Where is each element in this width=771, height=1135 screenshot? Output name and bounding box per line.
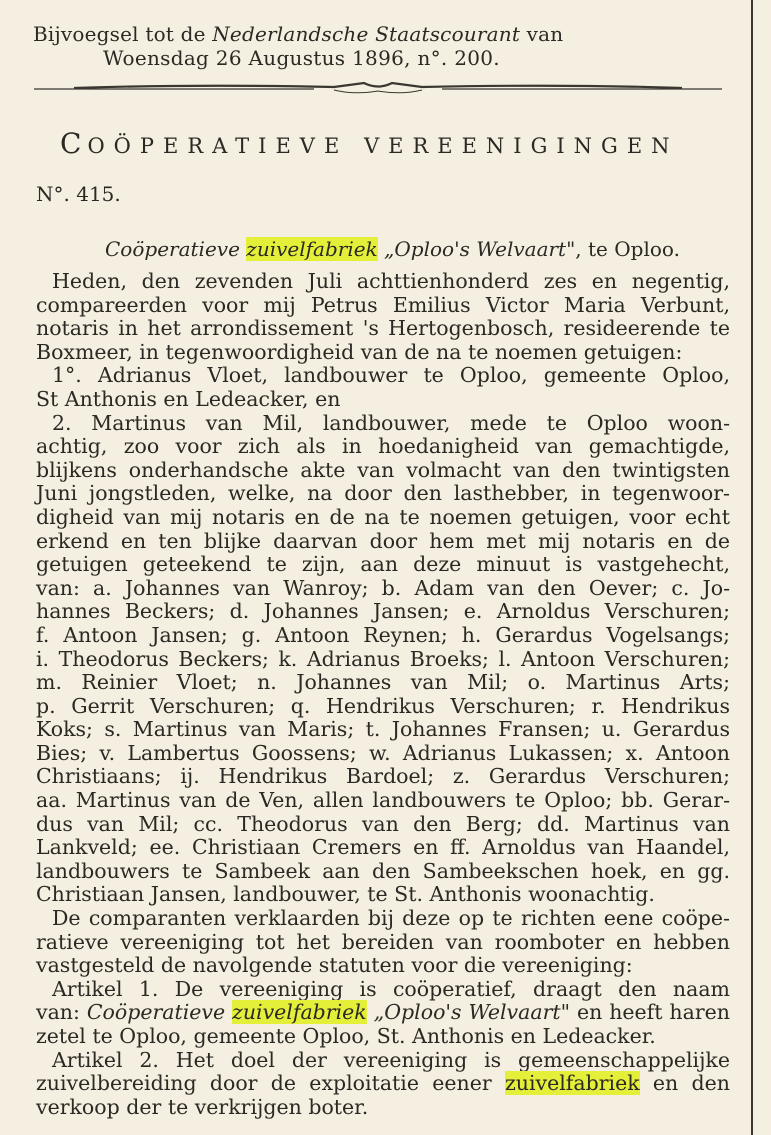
text: van: [36, 1000, 87, 1025]
body-line: notaris in het arrondissement 's Hertogenbosch, resideerende te [36, 316, 730, 341]
issue-date: Woensdag 26 Augustus 1896, n°. 200. [103, 46, 500, 70]
body-line: 2. Martinus van Mil, landbouwer, mede te Oploo woon- [52, 410, 730, 435]
body-line: i. Theodorus Beckers; k. Adrianus Broeks; l. Antoon Verschuren; [36, 646, 730, 671]
column-rule [751, 0, 753, 1135]
body-line: compareerden voor mij Petrus Emilius Victor Maria Verbunt, [36, 292, 730, 317]
art2-line: Artikel 2. Het doel der vereeniging is gemeenschappelijke [52, 1047, 730, 1072]
body-line: ratieve vereeniging tot het bereiden van roomboter en hebben [36, 929, 730, 954]
body-line: vastgesteld de navolgende statuten voor die vereeniging: [36, 953, 633, 978]
search-highlight: zuivelfabriek [246, 237, 378, 261]
body-line: erkend en ten blijke daarvan door hem met mij notaris en de [36, 528, 730, 553]
entry-number: N°. 415. [36, 182, 121, 206]
body-line: Juni jongstleden, welke, na door den lasthebber, in tegenwoor- [36, 481, 730, 506]
body-line: dus van Mil; cc. Theodorus van den Berg; dd. Martinus van [36, 811, 730, 836]
search-highlight: zuivelfabriek [232, 1000, 367, 1025]
body-line: digheid van mij notaris en de na te noemen getuigen, voor echt [36, 504, 730, 529]
header-text: Bijvoegsel tot de [33, 22, 213, 46]
body-line: Christiaan Jansen, landbouwer, te St. Anthonis woonachtig. [36, 882, 655, 907]
title-place: , te Oploo. [575, 237, 680, 261]
body-line: Bies; v. Lambertus Goossens; w. Adrianus Lukassen; x. Antoon [36, 740, 730, 765]
article-title [105, 237, 680, 261]
body-line: Boxmeer, in tegenwoordigheid van de na te noemen getuigen: [36, 339, 683, 364]
art2-line: verkoop der te verkrijgen boter. [36, 1094, 369, 1119]
body-line: hannes Beckers; d. Johannes Jansen; e. Arnoldus Verschuren; [36, 599, 730, 624]
body-line: Lankveld; ee. Christiaan Cremers en ff. Arnoldus van Haandel, [36, 835, 730, 860]
art1-line: zetel te Oploo, gemeente Oploo, St. Anthonis en Ledeacker. [36, 1024, 656, 1048]
text: en den [639, 1071, 730, 1096]
title-italic-name: „Oploo's Welvaart" [377, 237, 576, 261]
ornamental-divider [34, 80, 722, 96]
body-line: 1°. Adrianus Vloet, landbouwer te Oploo, gemeente Oploo, [52, 363, 730, 388]
text: zuivelbereiding door de exploitatie eener [36, 1071, 505, 1096]
text-italic: Coöperatieve [86, 1000, 233, 1025]
body-line: blijkens onderhandsche akte van volmacht van den twintigsten [36, 457, 730, 482]
body-line: St Anthonis en Ledeacker, en [36, 386, 341, 411]
body-line: f. Antoon Jansen; g. Antoon Reynen; h. Gerardus Vogelsangs; [36, 622, 730, 647]
art1-line [36, 1001, 730, 1025]
supplement-header [33, 22, 563, 46]
text: en heeft haren [570, 1000, 730, 1025]
body-lines [36, 270, 730, 978]
section-title [60, 127, 679, 160]
article-body [36, 270, 730, 1119]
body-line: Koks; s. Martinus van Maris; t. Johannes Fransen; u. Gerardus [36, 717, 730, 742]
body-line: Heden, den zevenden Juli achttienhonderd zes en negentig, [52, 269, 730, 293]
body-line: van: a. Johannes van Wanroy; b. Adam van den Oever; c. Jo- [36, 575, 730, 600]
body-line: landbouwers te Sambeek aan den Sambeekschen hoek, en gg. [36, 858, 730, 883]
title-italic: Coöperatieve [105, 237, 247, 261]
section-title-initial: C [60, 127, 88, 160]
header-text-end: van [520, 22, 564, 46]
body-line: achtig, zoo voor zich als in hoedanigheid van gemachtigde, [36, 434, 730, 459]
text-italic: „Oploo's Welvaart" [366, 1000, 571, 1025]
gazette-name: Nederlandsche Staatscourant [212, 22, 521, 46]
art1-line: Artikel 1. De vereeniging is coöperatief, draagt den naam [52, 976, 730, 1001]
body-line: De comparanten verklaarden bij deze op te richten eene coöpe- [52, 906, 730, 931]
body-line: getuigen geteekend te zijn, aan deze minuut is vastgehecht, [36, 552, 730, 577]
body-line: p. Gerrit Verschuren; q. Hendrikus Verschuren; r. Hendrikus [36, 693, 730, 718]
body-line: Christiaans; ij. Hendrikus Bardoel; z. Gerardus Verschuren; [36, 764, 730, 789]
search-highlight: zuivelfabriek [504, 1071, 640, 1096]
body-line: m. Reinier Vloet; n. Johannes van Mil; o. Martinus Arts; [36, 670, 730, 695]
body-line: aa. Martinus van de Ven, allen landbouwers te Oploo; bb. Gerar- [36, 788, 730, 813]
art2-line [36, 1072, 730, 1096]
section-title-rest: OÖPERATIEVE VEREENIGINGEN [87, 134, 679, 158]
